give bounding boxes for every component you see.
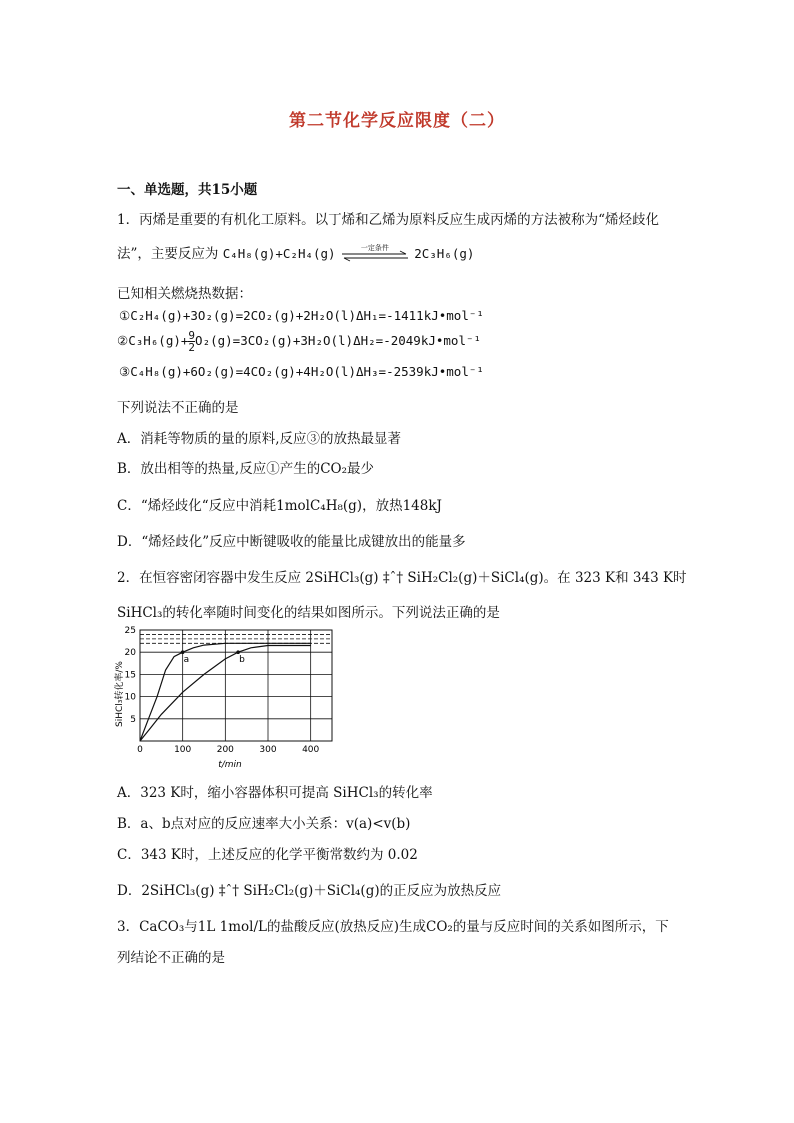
q2-option-c: C．343 K时，上述反应的化学平衡常数约为 0.02 — [117, 847, 418, 863]
y-tick-label: 20 — [124, 648, 136, 659]
q1-reaction-left: C₄H₈(g)+C₂H₄(g) — [222, 246, 336, 261]
y-tick-label: 25 — [124, 626, 136, 636]
q1-reaction-right: 2C₃H₆(g) — [414, 246, 475, 261]
x-tick-label: 200 — [216, 745, 234, 755]
q1-data-intro: 已知相关燃烧热数据： — [117, 286, 252, 302]
q2-stem-line2: SiHCl₃的转化率随时间变化的结果如图所示。下列说法正确的是 — [117, 605, 500, 621]
y-tick-label: 15 — [124, 670, 136, 681]
conversion-chart — [110, 624, 340, 774]
equilibrium-arrow-icon — [340, 243, 410, 264]
x-tick-label: 400 — [302, 745, 320, 755]
q2-option-a: A．323 K时，缩小容器体积可提高 SiHCl₃的转化率 — [117, 785, 433, 801]
q1-ask: 下列说法不正确的是 — [117, 400, 239, 416]
q3-stem-line2: 列结论不正确的是 — [117, 950, 225, 966]
x-axis-label: t/min — [218, 760, 242, 770]
q2-option-d: D．2SiHCl₃(g) ‡ˆ† SiH₂Cl₂(g)＋SiCl₄(g)的正反应为放热反应 — [117, 883, 502, 899]
q1-equation-3: ③C₄H₈(g)+6O₂(g)=4CO₂(g)+4H₂O(l)ΔH₃=-2539kJ•mol⁻¹ — [119, 364, 484, 379]
q1-option-a: A．消耗等物质的量的原料,反应③的放热最显著 — [117, 431, 402, 447]
q1-equation-2 — [117, 330, 481, 353]
x-tick-label: 0 — [137, 745, 143, 755]
chart-frame — [140, 630, 332, 741]
chart-points — [181, 650, 245, 665]
q1-option-c: C．“烯烃歧化“反应中消耗1molC₄H₈(g)，放热148kJ — [117, 498, 442, 514]
fraction-numerator: 9 — [188, 329, 196, 342]
x-tick-labels — [137, 745, 319, 755]
q1-stem-prefix: 法”，主要反应为 — [117, 246, 219, 262]
y-tick-labels — [125, 626, 137, 725]
y-axis-label: SiHCl₃转化率/% — [115, 661, 125, 727]
data-point-a — [181, 650, 185, 654]
point-label-b: b — [239, 655, 245, 666]
reaction-condition: 一定条件 — [360, 243, 389, 252]
y-tick-label: 5 — [130, 714, 136, 725]
point-label-a: a — [183, 655, 190, 666]
q2-stem-line1: 2．在恒容密闭容器中发生反应 2SiHCl₃(g) ‡ˆ† SiH₂Cl₂(g)＋SiCl₄(g)。在 323 K和 343 K时 — [117, 570, 687, 586]
x-tick-label: 300 — [259, 745, 277, 755]
x-tick-label: 100 — [174, 745, 192, 755]
y-tick-label: 10 — [124, 692, 136, 703]
data-point-b — [236, 650, 240, 654]
q1-eq2-end: O₂(g)=3CO₂(g)+3H₂O(l)ΔH₂=-2049kJ•mol⁻¹ — [195, 333, 482, 348]
q3-stem-line1: 3．CaCO₃与1L 1mol/L的盐酸反应(放热反应)生成CO₂的量与反应时间的关系如图所示，下 — [117, 919, 669, 935]
q2-option-b: B．a、b点对应的反应速率大小关系：v(a)<v(b) — [117, 816, 411, 832]
chart-grid — [140, 630, 332, 741]
section-heading: 一、单选题，共15小题 — [117, 182, 258, 198]
q1-equation-1: ①C₂H₄(g)+3O₂(g)=2CO₂(g)+2H₂O(l)ΔH₁=-1411kJ•mol⁻¹ — [119, 308, 484, 323]
q1-eq2-start: ②C₃H₆(g)+ — [117, 333, 189, 348]
fraction-denominator: 2 — [188, 341, 196, 354]
q1-option-b: B．放出相等的热量,反应①产生的CO₂最少 — [117, 461, 375, 477]
q1-stem-line1: 1．丙烯是重要的有机化工原料。以丁烯和乙烯为原料反应生成丙烯的方法被称为“烯烃歧化 — [117, 212, 659, 228]
q1-stem-line2 — [117, 242, 474, 264]
page-title: 第二节化学反应限度（二） — [289, 111, 505, 131]
chart-dashed-levels — [140, 630, 332, 643]
q1-option-d: D．“烯烃歧化”反应中断键吸收的能量比成键放出的能量多 — [117, 534, 466, 550]
